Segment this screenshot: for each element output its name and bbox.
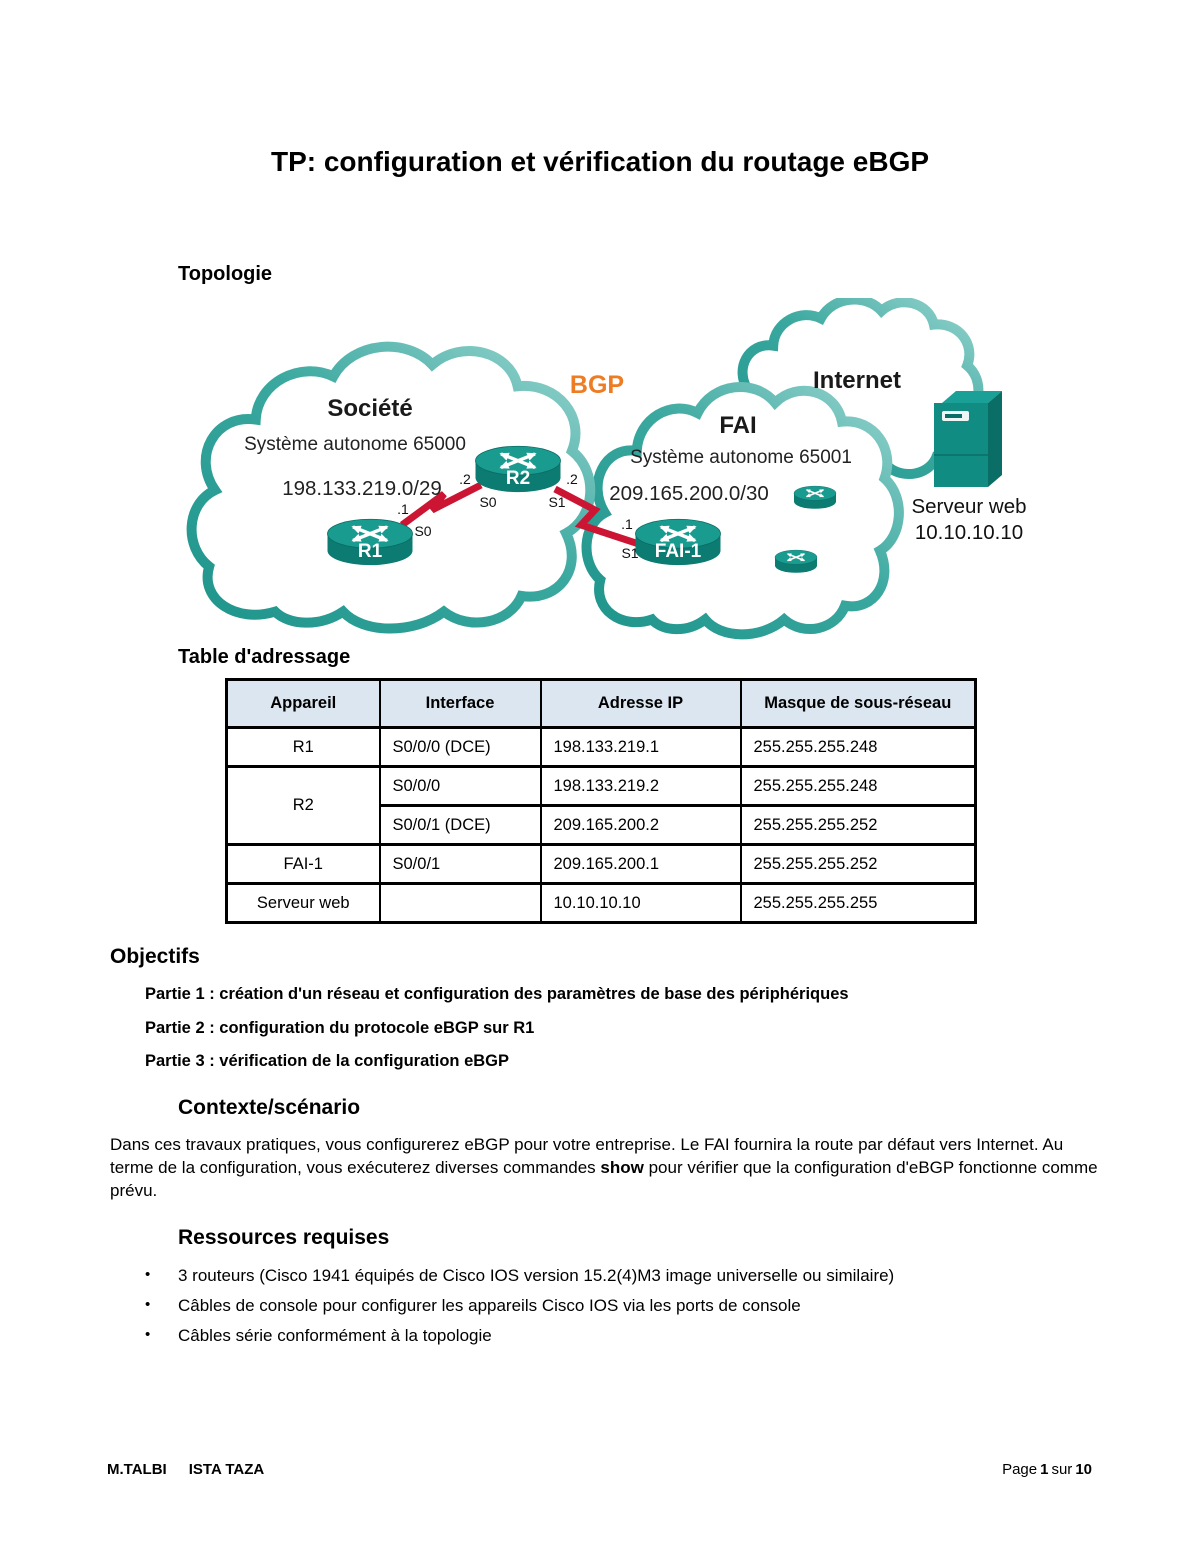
resource-item	[145, 1266, 1095, 1286]
fai1-s1-label: S1	[621, 545, 639, 561]
table-row	[227, 767, 976, 806]
context-paragraph	[110, 1133, 1102, 1202]
resource-text: 3 routeurs (Cisco 1941 équipés de Cisco IOS version 15.2(4)M3 image universelle ou similaire)	[178, 1266, 895, 1285]
bullet-icon: •	[145, 1326, 151, 1343]
show-command-word: show	[600, 1158, 644, 1177]
header-masque: Masque de sous-réseau	[741, 680, 976, 728]
resource-item	[145, 1326, 1095, 1346]
objective-part-1: Partie 1 : création d'un réseau et configuration des paramètres de base des périphériques	[145, 985, 849, 1003]
r2-left-ip-label: .2	[459, 471, 471, 487]
router-r2-label: R2	[505, 468, 531, 489]
router-r1-label: R1	[357, 541, 383, 562]
r2-s1-label: S1	[548, 494, 566, 510]
table-row	[227, 728, 976, 767]
r2-s0-label: S0	[479, 494, 497, 510]
header-adresse-ip: Adresse IP	[541, 680, 741, 728]
cell-ip: 209.165.200.2	[541, 806, 741, 845]
cell-device: R2	[227, 767, 380, 845]
cell-device: R1	[227, 728, 380, 767]
page-label: Page	[1002, 1461, 1038, 1478]
cell-mask: 255.255.255.255	[741, 884, 976, 923]
objective-part-2: Partie 2 : configuration du protocole eBGP sur R1	[145, 1019, 535, 1037]
cell-mask: 255.255.255.252	[741, 806, 976, 845]
page-number: 1	[1040, 1461, 1049, 1478]
cell-interface	[380, 884, 541, 923]
isp-cloud-title: FAI	[719, 412, 757, 439]
footer-author	[107, 1461, 264, 1478]
org-name: ISTA TAZA	[188, 1461, 265, 1478]
cell-ip: 209.165.200.1	[541, 845, 741, 884]
cell-ip: 198.133.219.1	[541, 728, 741, 767]
cell-interface: S0/0/1	[380, 845, 541, 884]
sur-label: sur	[1051, 1461, 1073, 1478]
heading-addressing-table: Table d'adressage	[178, 646, 351, 668]
router-small-top-icon	[794, 486, 836, 509]
router-small-bottom-icon	[775, 550, 817, 573]
company-as-label: Système autonome 65000	[244, 434, 466, 455]
cell-ip: 198.133.219.2	[541, 767, 741, 806]
context-text-before: Dans ces travaux pratiques, vous configurerez eBGP pour votre entreprise. Le FAI fournira la route par défaut vers Internet. Au terme de la configuration, vous exécuterez diverses commandes	[110, 1135, 1064, 1177]
internet-cloud-title: Internet	[812, 367, 902, 394]
bullet-icon: •	[145, 1296, 151, 1313]
cell-mask: 255.255.255.248	[741, 767, 976, 806]
heading-objectifs: Objectifs	[110, 945, 200, 968]
resource-text: Câbles série conformément à la topologie	[178, 1326, 492, 1345]
cell-device: Serveur web	[227, 884, 380, 923]
fai1-ip-label: .1	[621, 516, 633, 532]
addressing-table	[225, 678, 977, 924]
author-name: M.TALBI	[107, 1461, 167, 1478]
bullet-icon: •	[145, 1266, 151, 1283]
heading-contexte: Contexte/scénario	[178, 1096, 361, 1119]
table-header-row	[227, 680, 976, 728]
isp-as-label: Système autonome 65001	[630, 447, 852, 468]
server-ip-label: 10.10.10.10	[914, 521, 1024, 544]
company-cloud-title: Société	[327, 395, 413, 422]
heading-topologie: Topologie	[178, 263, 273, 285]
topology-diagram	[178, 298, 1030, 654]
footer-page-info	[1000, 1461, 1093, 1478]
table-row	[227, 884, 976, 923]
total-pages: 10	[1075, 1461, 1092, 1478]
resource-text: Câbles de console pour configurer les appareils Cisco IOS via les ports de console	[178, 1296, 801, 1315]
cell-mask: 255.255.255.248	[741, 728, 976, 767]
r2-right-ip-label: .2	[566, 471, 578, 487]
objective-part-3: Partie 3 : vérification de la configuration eBGP	[145, 1052, 509, 1070]
cell-interface: S0/0/1 (DCE)	[380, 806, 541, 845]
table-row	[227, 845, 976, 884]
web-server-icon	[934, 391, 1002, 487]
server-label: Serveur web	[911, 495, 1027, 518]
router-fai1-label: FAI-1	[654, 541, 702, 562]
context-text-after: pour vérifier que la configuration d'eBGP fonctionne comme prévu.	[110, 1158, 1098, 1200]
isp-network-label: 209.165.200.0/30	[609, 482, 769, 505]
r1-ip-label: .1	[397, 501, 409, 517]
cell-ip: 10.10.10.10	[541, 884, 741, 923]
company-network-label: 198.133.219.0/29	[282, 477, 442, 500]
r1-s0-label: S0	[414, 523, 432, 539]
cell-interface: S0/0/0 (DCE)	[380, 728, 541, 767]
cell-interface: S0/0/0	[380, 767, 541, 806]
header-appareil: Appareil	[227, 680, 380, 728]
resource-item	[145, 1296, 1095, 1316]
cell-mask: 255.255.255.252	[741, 845, 976, 884]
bgp-label: BGP	[569, 371, 625, 399]
header-interface: Interface	[380, 680, 541, 728]
page-title: TP: configuration et vérification du routage eBGP	[270, 146, 930, 177]
heading-ressources: Ressources requises	[178, 1226, 390, 1249]
cell-device: FAI-1	[227, 845, 380, 884]
